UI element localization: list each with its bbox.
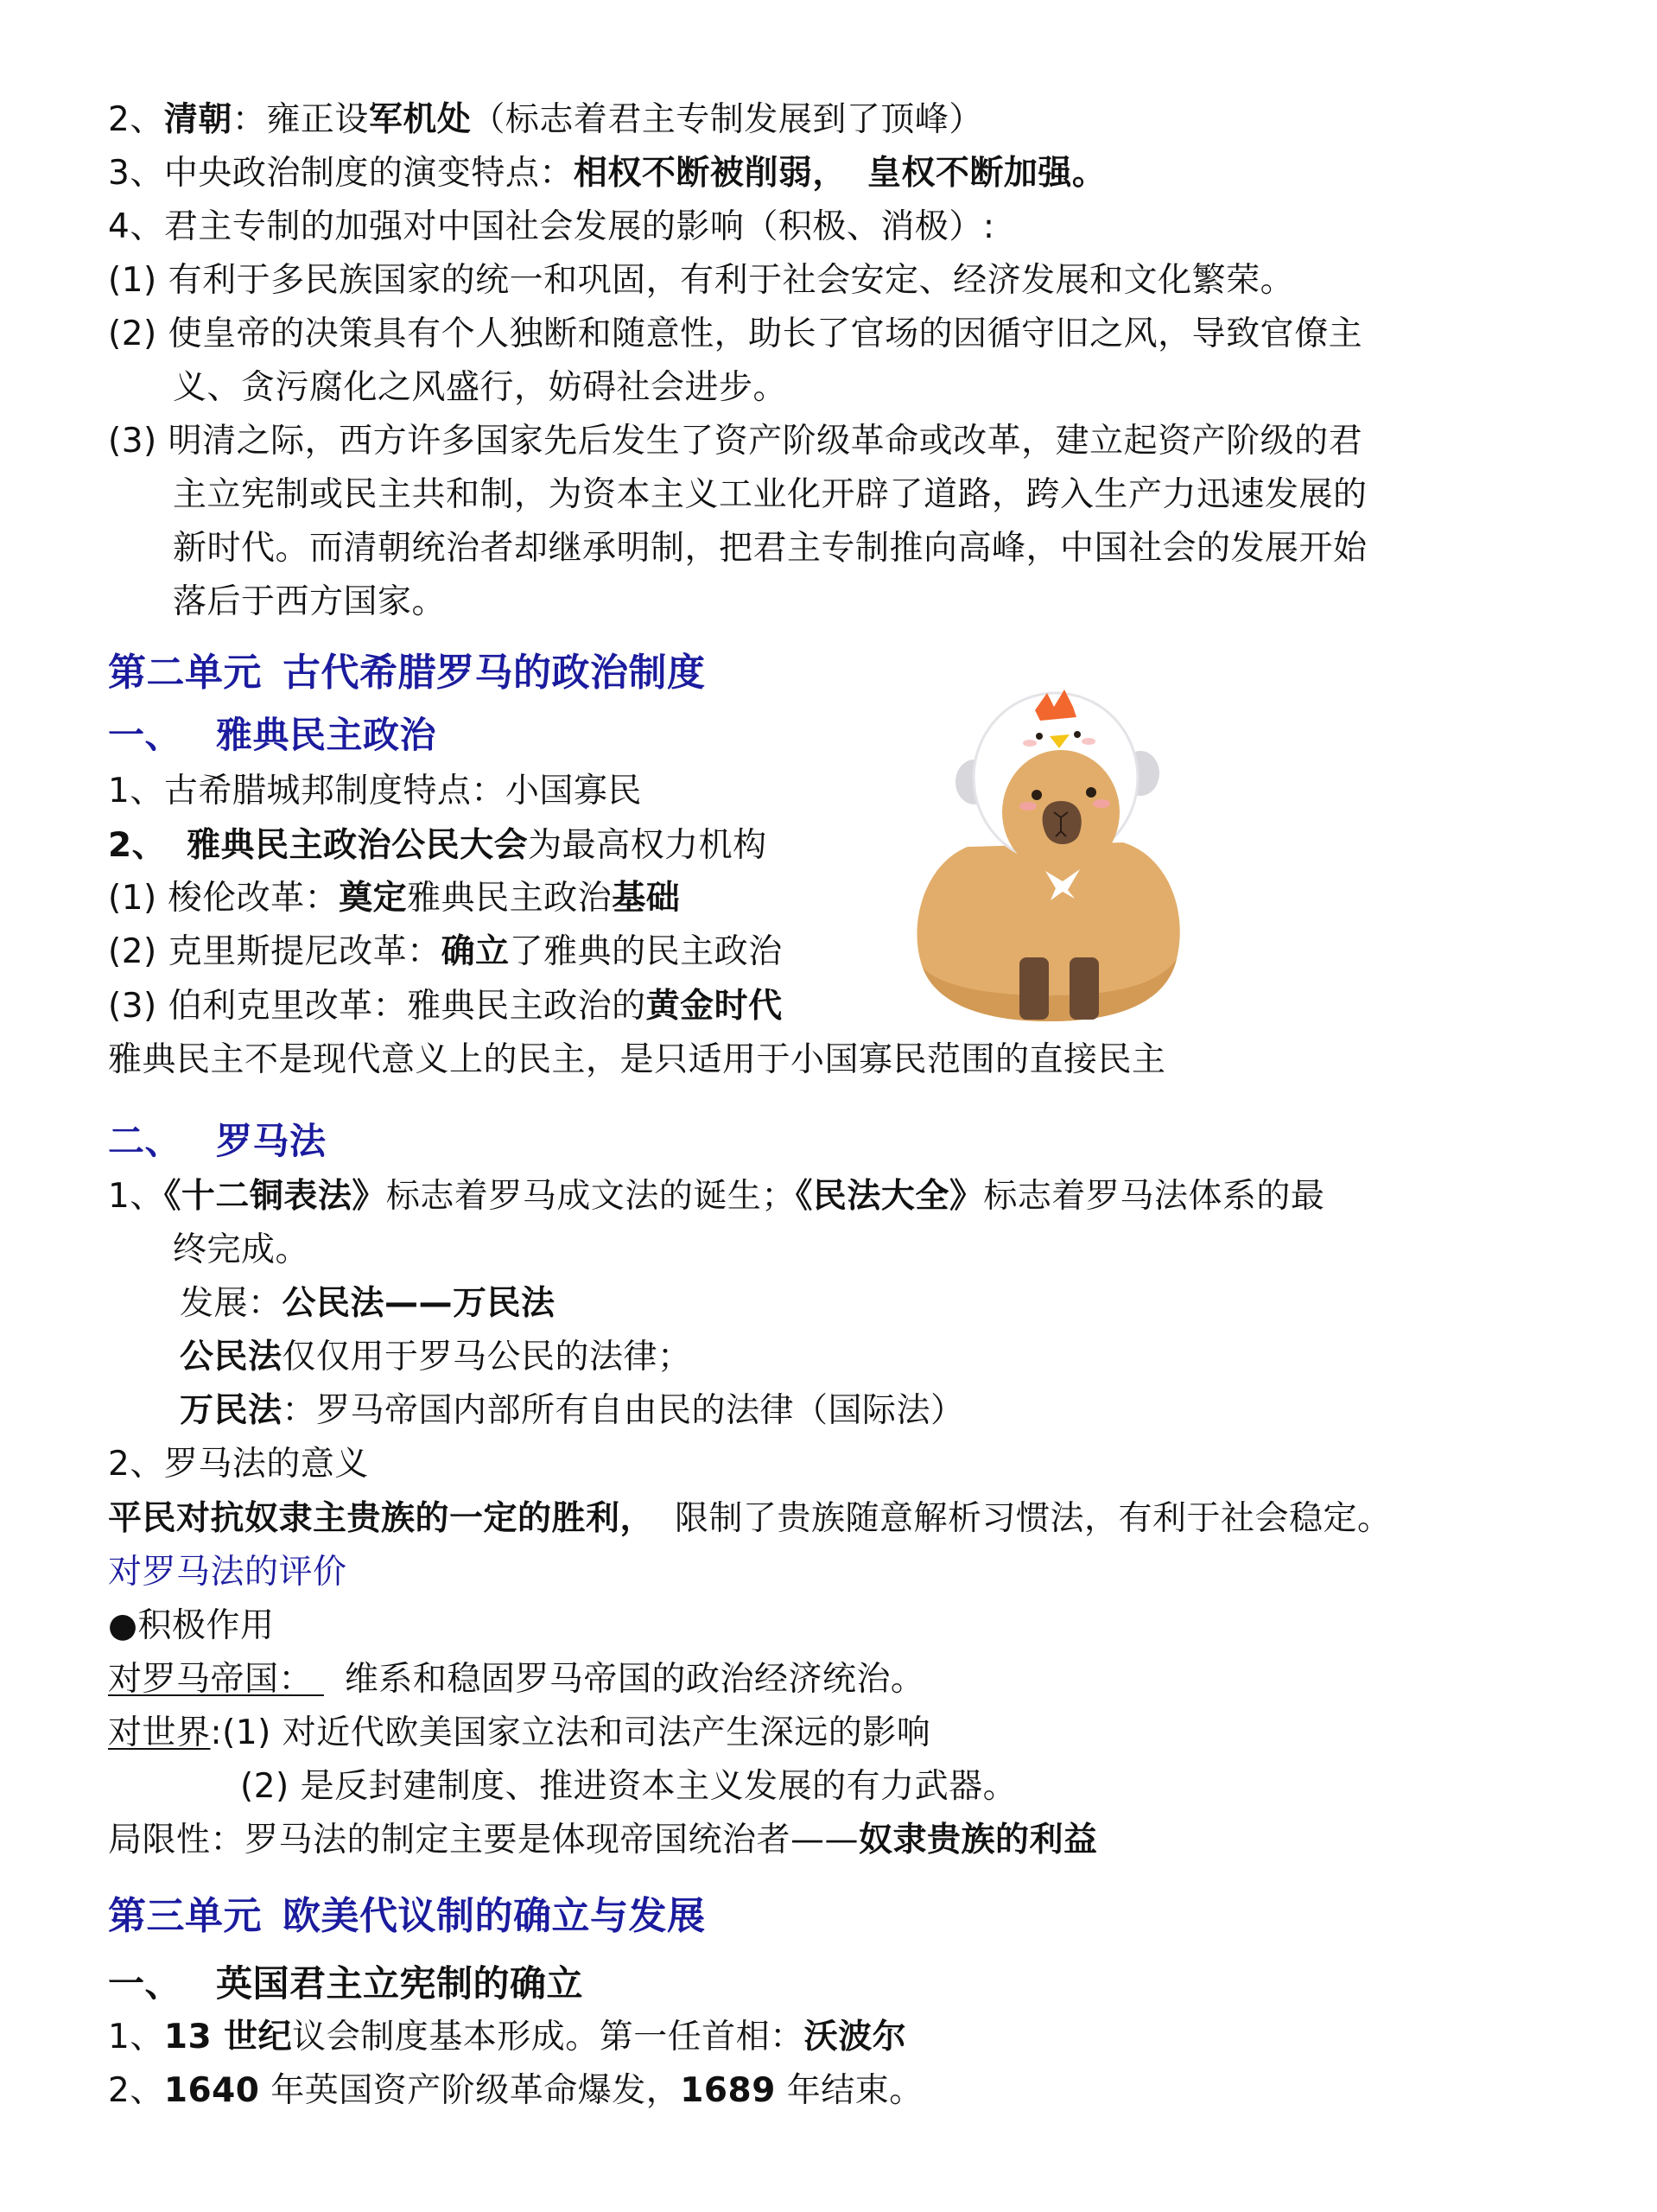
text: :(1) 对近代欧美国家立法和司法产生深远的影响	[210, 1713, 931, 1752]
heading-text: 英国君主立宪制的确立	[216, 1962, 584, 2005]
unit-label: 第三单元	[108, 1894, 262, 1938]
bold-term: 奴隶贵族的利益	[859, 1821, 1098, 1859]
rome-line-law-of-nations	[180, 1384, 965, 1438]
bold-term: 清朝	[163, 100, 232, 139]
rome-line-significance: 2、罗马法的意义	[108, 1445, 369, 1484]
heading-text: 罗马法	[216, 1120, 327, 1162]
britain-heading	[108, 1957, 583, 2011]
line-impact-3d: 落后于西方国家。	[173, 582, 447, 621]
capybara-chicken-hat-illustration	[907, 683, 1192, 1028]
athens-line-summary: 雅典民主不是现代意义上的民主，是只适用于小国寡民范围的直接民主	[108, 1040, 1166, 1079]
bold-term: 基础	[612, 879, 681, 918]
text: 年结束。	[775, 2071, 924, 2110]
line-impact-3c: 新时代。而清朝统治者却继承明制，把君主专制推向高峰，中国社会的发展开始	[173, 529, 1368, 568]
bold-term: 雅典民主政治公民大会	[187, 826, 529, 865]
athens-line-1: 1、古希腊城邦制度特点：小国寡民	[108, 772, 642, 810]
item-number: 1、	[108, 1177, 164, 1216]
line-impact-heading: 4、君主专制的加强对中国社会发展的影响（积极、消极）:	[108, 207, 995, 246]
text: 为最高权力机构	[528, 826, 767, 865]
bold-term: 相权不断被削弱，	[573, 154, 847, 193]
heading-text: 雅典民主政治	[216, 714, 437, 756]
athens-line-solon	[108, 872, 680, 925]
rome-line-civil-law	[180, 1331, 692, 1384]
unit-name: 欧美代议制的确立与发展	[283, 1894, 706, 1938]
rome-line-significance-detail	[108, 1492, 1392, 1546]
bold-term: 公民法——万民法	[282, 1284, 556, 1323]
bold-term: 万民法	[180, 1391, 283, 1430]
bold-term: 皇权不断加强。	[867, 154, 1107, 193]
bold-term: 确立	[441, 932, 510, 971]
rome-heading	[108, 1115, 327, 1168]
rome-line-limitation	[108, 1814, 1098, 1867]
rome-line-1	[108, 1170, 1324, 1224]
item-number: 1、	[108, 2018, 164, 2056]
bold-term: 《十二铜表法》	[163, 1177, 386, 1216]
bold-term: 奠定	[339, 879, 408, 918]
text: 了雅典的民主政治	[509, 932, 783, 971]
text: 年英国资产阶级革命爆发，	[259, 2071, 681, 2110]
bold-term: 军机处	[368, 100, 472, 139]
text: 标志着罗马成文法的诞生；	[385, 1177, 796, 1216]
athens-line-2	[108, 819, 767, 873]
line-impact-2a: (2) 使皇帝的决策具有个人独断和随意性，助长了官场的因循守旧之风，导致官僚主	[108, 315, 1363, 353]
bold-term: 1689	[680, 2071, 776, 2110]
rome-line-1b: 终完成。	[173, 1230, 310, 1269]
text: 局限性：罗马法的制定主要是体现帝国统治者——	[108, 1821, 860, 1859]
underlined-label: 对世界	[108, 1713, 211, 1752]
item-number: 2、	[108, 2071, 164, 2110]
line-impact-1: (1) 有利于多民族国家的统一和巩固，有利于社会安定、经济发展和文化繁荣。	[108, 261, 1295, 300]
bold-term: 平民对抗奴隶主贵族的一定的胜利，	[108, 1499, 655, 1538]
text: 雅典民主政治	[407, 879, 613, 918]
item-number: 2、	[108, 100, 164, 139]
unit2-title	[108, 646, 706, 700]
britain-line-2	[108, 2064, 924, 2118]
rome-line-development	[180, 1277, 556, 1331]
britain-line-1	[108, 2011, 906, 2064]
rome-line-world	[108, 1707, 930, 1760]
bold-term: 公民法	[180, 1338, 283, 1376]
line-impact-3b: 主立宪制或民主共和制，为资本主义工业化开辟了道路，跨入生产力迅速发展的	[173, 475, 1368, 514]
athens-heading	[108, 709, 436, 762]
bold-term: 13 世纪	[163, 2018, 293, 2056]
text: 标志着罗马法体系的最	[983, 1177, 1325, 1216]
text: ：罗马帝国内部所有自由民的法律（国际法）	[282, 1391, 965, 1430]
rome-eval-heading: 对罗马法的评价	[108, 1553, 347, 1592]
text: 发展：	[180, 1284, 283, 1323]
text: 议会制度基本形成。第一任首相：	[292, 2018, 804, 2056]
text: (1) 梭伦改革：	[108, 879, 340, 918]
text: (3) 伯利克里改革：雅典民主政治的	[108, 987, 646, 1026]
line-evolution-feature	[108, 147, 1106, 200]
bold-term: 沃波尔	[803, 2018, 907, 2056]
text: 维系和稳固罗马帝国的政治经济统治。	[344, 1660, 925, 1699]
line-qing-junjichu	[108, 93, 983, 147]
underlined-label: 对罗马帝国：	[108, 1660, 314, 1699]
bold-term: 黄金时代	[645, 987, 783, 1026]
text: (2) 克里斯提尼改革：	[108, 932, 441, 971]
unit-name: 古代希腊罗马的政治制度	[283, 651, 706, 695]
heading-number: 二、	[108, 1120, 182, 1162]
bold-term: 《民法大全》	[795, 1177, 984, 1216]
heading-number: 一、	[108, 714, 182, 756]
rome-positive-label: ●积极作用	[108, 1606, 275, 1645]
text: 3、中央政治制度的演变特点：	[108, 154, 574, 193]
rome-line-world-2: (2) 是反封建制度、推进资本主义发展的有力武器。	[240, 1767, 1018, 1806]
bold-term: 1640	[163, 2071, 260, 2110]
athens-line-pericles	[108, 980, 783, 1033]
athens-line-cleisthenes	[108, 925, 783, 979]
text: 仅仅用于罗马公民的法律；	[282, 1338, 692, 1376]
rome-line-empire	[108, 1653, 924, 1707]
heading-number: 一、	[108, 1962, 182, 2005]
text: （标志着君主专制发展到了顶峰）	[471, 100, 983, 139]
unit-label: 第二单元	[108, 651, 262, 695]
text: 限制了贵族随意解析习惯法，有利于社会稳定。	[675, 1499, 1392, 1538]
text: ：雍正设	[232, 100, 369, 139]
unit3-title	[108, 1890, 706, 1943]
line-impact-2b: 义、贪污腐化之风盛行，妨碍社会进步。	[173, 368, 788, 407]
line-impact-3a: (3) 明清之际，西方许多国家先后发生了资产阶级革命或改革，建立起资产阶级的君	[108, 422, 1363, 461]
capybara-icon	[907, 683, 1192, 1028]
item-number: 2、	[108, 826, 167, 865]
